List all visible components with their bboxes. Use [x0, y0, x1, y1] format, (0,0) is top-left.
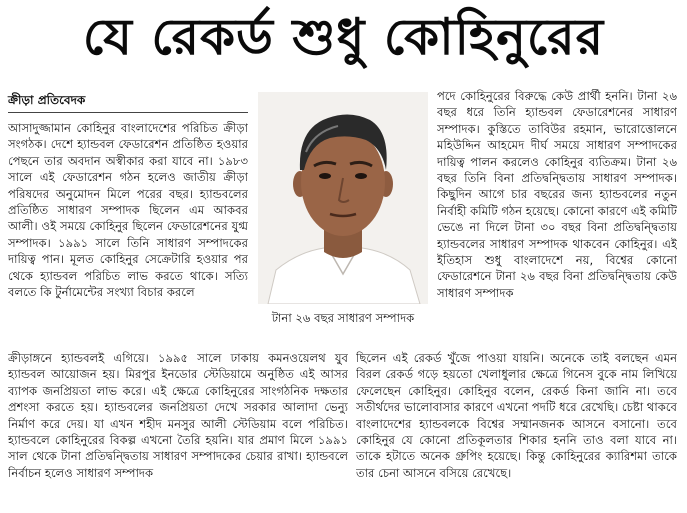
photo-caption: টানা ২৬ বছর সাধারণ সম্পাদক	[271, 311, 415, 325]
byline-divider	[8, 112, 248, 113]
article-text-left-top: আসাদুজ্জামান কোহিনুর বাংলাদেশের পরিচিত ক্রীড়া সংগঠক। দেশে হ্যান্ডবল ফেডারেশন প্রতিষ্ঠিত হওয়ার পেছনে তার অবদান অস্বীকার করা যাবে না। ১৯৮৩ সালে এই ফেডারেশন গঠন হলেও জাতীয় ক্রীড়া পরিষদের অনুমোদন মিলে পরের বছর। হ্যান্ডবলের প্রতিষ্ঠিত সাধারণ সম্পাদক ছিলেন এম আকবর আলী। ওই সময়ে কোহিনুর ছিলেন ফেডারেশনের যুগ্ম সম্পাদক। ১৯৯১ সালে তিনি সাধারণ সম্পাদকের দায়িত্ব পান। মূলত কোহিনুর সেক্রেটারি হওয়ার পর থেকে হ্যান্ডবল পরিচিত লাভ করতে থাকে। সত্যি বলতে কি টুর্নামেন্টের সংখ্যা বিচার করলে	[8, 121, 248, 300]
article-text-right-bottom: ছিলেন এই রেকর্ড খুঁজে পাওয়া যায়নি। অনেকে তাই বলছেন এমন বিরল রেকর্ড গড়ে হয়তো খেলাধুলার ক্ষেত্রে গিনেস বুকে নাম লিখিয়ে ফেলেছেন কোহিনুর। কোহিনুর বলেন, রেকর্ড কিনা জানি না। তবে সতীর্থদের ভালোবাসার কারণে এখনো পদটি ধরে রেখেছি। চেষ্টা থাকবে বাংলাদেশের হ্যান্ডবলকে বিশ্বের সম্মানজনক আসনে বসানো। তবে কোহিনুর যে কোনো প্রতিকূলতার শিকার হননি তাও বলা যাবে না। তাকে হটাতে অনেক গ্রুপিং হয়েছে। কিন্তু কোহিনুরের ক্যারিশমা তাকে তার চেনা আসনে বসিয়ে রেখেছে।	[356, 351, 677, 480]
article-column-left-bottom	[8, 350, 348, 510]
byline: ক্রীড়া প্রতিবেদক	[8, 93, 86, 107]
article-headline: যে রেকর্ড শুধু কোহিনুরের	[82, 7, 605, 66]
article-text-left-bottom: ক্রীড়াঙ্গনে হ্যান্ডবলই এগিয়ে। ১৯৯৫ সালে ঢাকায় কমনওয়েলথ যুব হ্যান্ডবল আয়োজন হয়। মিরপুর ইনডোর স্টেডিয়ামে অনুষ্ঠিত এই আসর ব্যাপক জনপ্রিয়তা লাভ করে। এই ক্ষেত্রে কোহিনুরের সাংগঠনিক দক্ষতার প্রশংসা করতে হয়। হ্যান্ডবলের জনপ্রিয়তা দেখে সরকার আলাদা ভেন্যু নির্মাণ করে দেয়। যা এখন শহীদ মনসুর আলী স্টেডিয়াম বলে পরিচিত। হ্যান্ডবলে কোহিনুরের বিকল্প এখনো তৈরি হয়নি। যার প্রমাণ মিলে ১৯৯১ সাল থেকে টানা প্রতিদ্বন্দ্বিতায় সাধারণ সম্পাদকের চেয়ার রাখা। হ্যান্ডবলে নির্বাচন হলেও সাধারণ সম্পাদক	[8, 351, 348, 480]
portrait-photo	[258, 92, 428, 304]
article-column-right-top	[437, 88, 677, 350]
portrait-illustration	[258, 92, 428, 304]
article-column-left-top	[8, 120, 248, 346]
article-column-right-bottom	[356, 350, 677, 510]
article-text-right-top: পদে কোহিনুরের বিরুদ্ধে কেউ প্রার্থী হননি। টানা ২৬ বছর ধরে তিনি হ্যান্ডবল ফেডারেশনের সাধারণ সম্পাদক। কুস্তিতে তাবিউর রহমান, ভারোত্তোলনে মহিউদ্দিন আহমেদ দীর্ঘ সময়ে সাধারণ সম্পাদকের দায়িত্ব পালন করলেও কোহিনুর ব্যতিক্রম। টানা ২৬ বছর তিনি বিনা প্রতিদ্বন্দ্বিতায় সাধারণ সম্পাদক। কিছুদিন আগে চার বছরের জন্য হ্যান্ডবলের নতুন নির্বাহী কমিটি গঠন হয়েছে। কোনো কারণে এই কমিটি ভেঙে না দিলে টানা ৩০ বছর বিনা প্রতিদ্বন্দ্বিতায় হ্যান্ডবলের সাধারণ সম্পাদক থাকবেন কোহিনুর। এই ইতিহাস শুধু বাংলাদেশে নয়, বিশ্বের কোনো ফেডারেশনে টানা ২৬ বছর বিনা প্রতিদ্বন্দ্বিতায় কেউ সাধারণ সম্পাদক	[437, 89, 677, 300]
